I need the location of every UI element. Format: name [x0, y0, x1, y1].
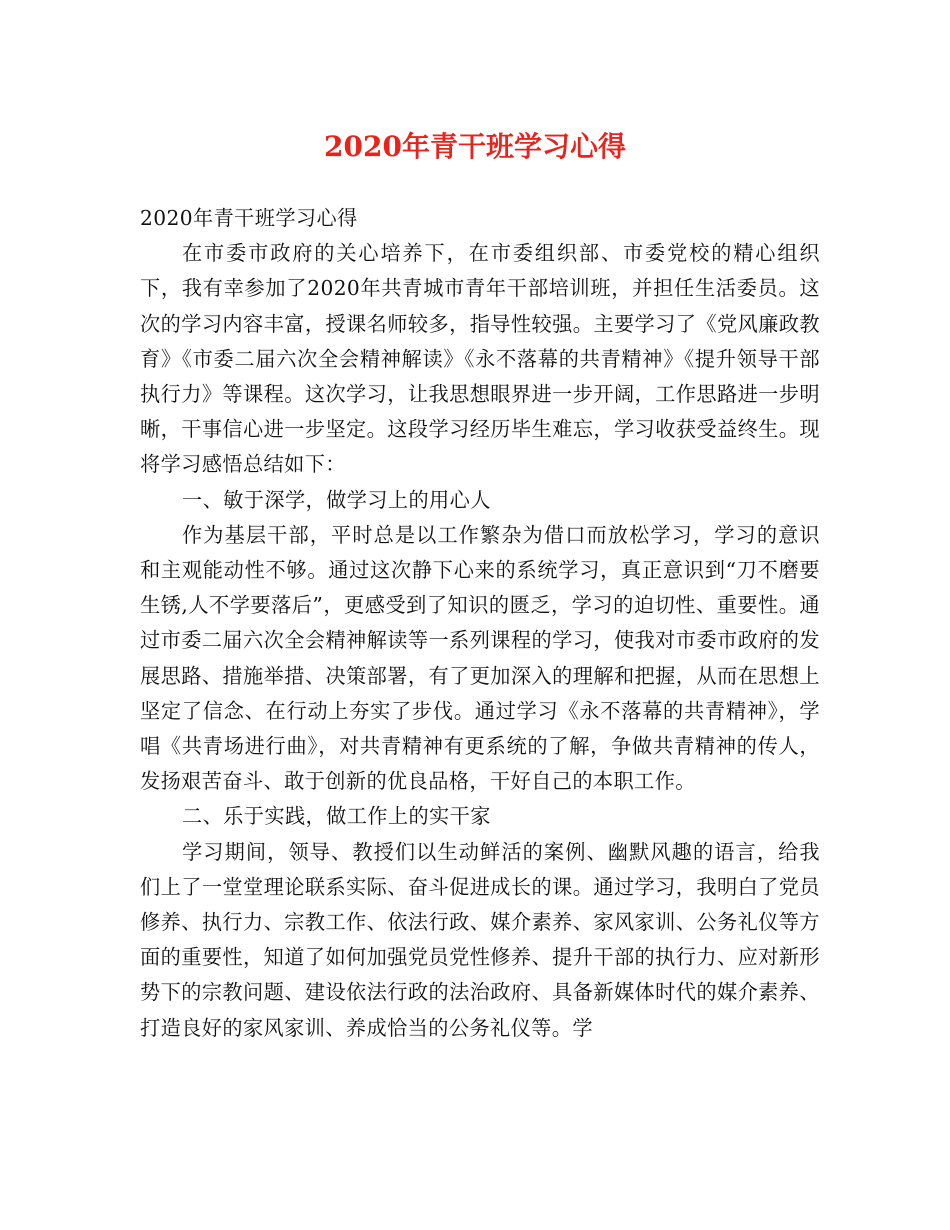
paragraph-intro: 在市委市政府的关心培养下，在市委组织部、市委党校的精心组织下，我有幸参加了2020年共青城市青年干部培训班，并担任生活委员。这次的学习内容丰富，授课名师较多，指导性较强。主要学习了《党风廉政教育》《市委二届六次全会精神解读》《永不落幕的共青精神》《提升领导干部执行力》等课程。这次学习，让我思想眼界进一步开阔，工作思路进一步明晰，干事信心进一步坚定。这段学习经历毕生难忘，学习收获受益终生。现将学习感悟总结如下：	[140, 241, 820, 477]
paragraph-section-1: 作为基层干部，平时总是以工作繁杂为借口而放松学习，学习的意识和主观能动性不够。通过这次静下心来的系统学习，真正意识到“刀不磨要生锈,人不学要落后”，更感受到了知识的匮乏，学习的迫切性、重要性。通过市委二届六次全会精神解读等一系列课程的学习，使我对市委市政府的发展思路、措施举措、决策部署，有了更加深入的理解和把握，从而在思想上坚定了信念、在行动上夯实了步伐。通过学习《永不落幕的共青精神》，学唱《共青场进行曲》，对共青精神有更系统的了解，争做共青精神的传人，发扬艰苦奋斗、敢于创新的优良品格，干好自己的本职工作。	[140, 522, 820, 794]
document-title: 2020年青干班学习心得	[324, 130, 626, 163]
section-heading-2: 二、乐于实践，做工作上的实干家	[182, 804, 491, 829]
document-body	[140, 201, 820, 1046]
section-heading-1: 一、敏于深学，做学习上的用心人	[182, 487, 491, 512]
document-subtitle: 2020年青干班学习心得	[140, 206, 358, 230]
paragraph-section-2: 学习期间，领导、教授们以生动鲜活的案例、幽默风趣的语言，给我们上了一堂堂理论联系实际、奋斗促进成长的课。通过学习，我明白了党员修养、执行力、宗教工作、依法行政、媒介素养、家风家训、公务礼仪等方面的重要性，知道了如何加强党员党性修养、提升干部的执行力、应对新形势下的宗教问题、建设依法行政的法治政府、具备新媒体时代的媒介素养、打造良好的家风家训、养成恰当的公务礼仪等。学	[140, 839, 820, 1040]
